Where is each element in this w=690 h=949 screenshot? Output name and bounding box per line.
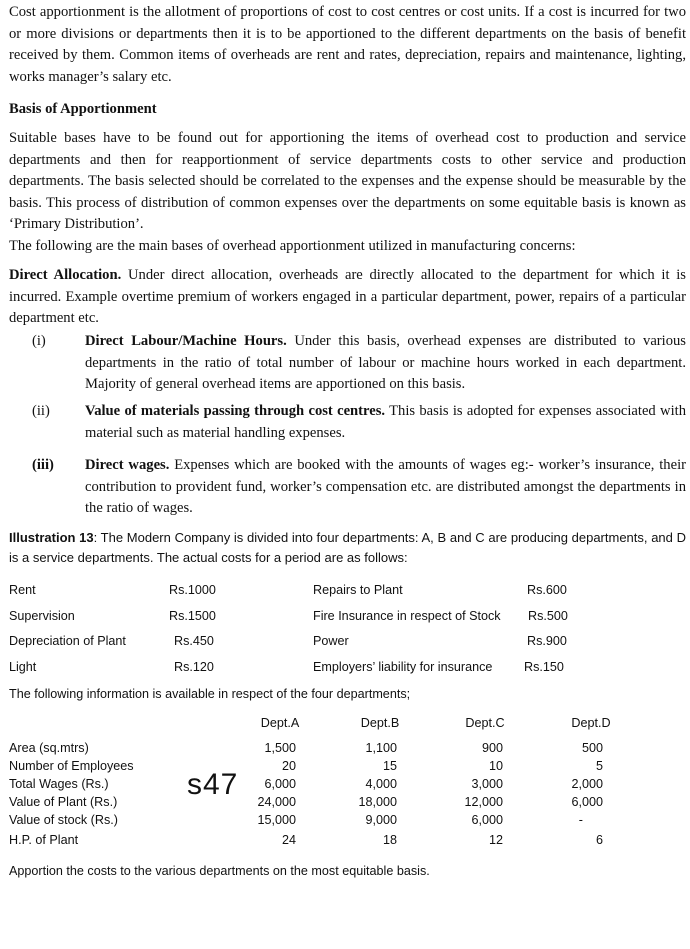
- table-cell: 4,000: [365, 777, 397, 791]
- closing-instruction: Apportion the costs to the various departments on the most equitable basis.: [9, 864, 430, 878]
- table-cell: 18: [382, 833, 397, 847]
- table-cell: 15: [382, 759, 397, 773]
- table-cell: 6,000: [264, 777, 296, 791]
- intro-paragraph: Cost apportionment is the allotment of proportions of cost to cost centres or cost units. If a cost is incurred for two or more divisions or departments then it is to be apportioned to the different departments on the basis of benefit received by them. Common items of overheads are rent and rates, depreciation, repairs and maintenance, lighting, works manager’s salary etc.: [9, 4, 686, 85]
- direct-allocation-paragraph: [9, 265, 686, 330]
- table-cell: 10: [488, 759, 503, 773]
- section-heading-text: Basis of Apportionment: [9, 101, 157, 117]
- section-heading: [9, 99, 686, 121]
- table-cell: 1,500: [264, 741, 296, 755]
- cost-value: Rs.600: [527, 583, 567, 597]
- table-cell: 900: [481, 741, 503, 755]
- list-item-body: [85, 401, 686, 444]
- table-cell: 9,000: [365, 813, 397, 827]
- list-item-text: Under this basis, overhead expenses are distributed to various departments in the ratio of total number of labour or machine hours worked in each department. Majority of general overhead items are apportioned on this basis.: [85, 333, 686, 392]
- cost-name: Repairs to Plant: [313, 583, 403, 597]
- list-item-label: Value of materials passing through cost centres.: [85, 403, 386, 419]
- list-item-body: [85, 455, 686, 520]
- cost-name: Fire Insurance in respect of Stock: [313, 609, 501, 623]
- list-item-text: This basis is adopted for expenses associated with material such as material handling expenses.: [85, 403, 686, 441]
- cost-name: Employers’ liability for insurance: [313, 660, 493, 674]
- list-item-text: Expenses which are booked with the amounts of wages eg:- worker’s insurance, their contribution to provident fund, worker’s compensation etc. are distributed amongst the departments in the ratio of wages.: [85, 457, 686, 516]
- table-cell: 5: [595, 759, 603, 773]
- table-row-label: H.P. of Plant: [9, 833, 79, 847]
- bases-paragraph: Suitable bases have to be found out for apportioning the items of overhead cost to production and service departments and then for reapportionment of service departments costs to other service and production departments. The basis selected should be correlated to the expenses and the expense should be measurable by the basis. This process of distribution of common expenses over the departments on some equitable basis is known as ‘Primary Distribution’.: [9, 130, 686, 232]
- table-cell: 6,000: [571, 795, 603, 809]
- cost-name: Depreciation of Plant: [9, 634, 126, 648]
- table-cell: 12: [488, 833, 503, 847]
- cost-value: Rs.1000: [169, 583, 216, 597]
- table-cell: 18,000: [358, 795, 397, 809]
- info-line: The following information is available in respect of the four departments;: [9, 687, 411, 701]
- table-cell: -: [578, 813, 583, 827]
- cost-name: Supervision: [9, 609, 75, 623]
- illustration-paragraph: [9, 528, 686, 568]
- table-cell: 6,000: [471, 813, 503, 827]
- table-cell: 24,000: [257, 795, 296, 809]
- direct-allocation-label: Direct Allocation.: [9, 267, 122, 283]
- cost-name: Light: [9, 660, 37, 674]
- table-header: Dept.B: [360, 716, 400, 730]
- list-item-label: Direct Labour/Machine Hours.: [85, 333, 287, 349]
- direct-allocation-text: Under direct allocation, overheads are directly allocated to the department for which it is incurred. Example overtime premium of workers engaged in a particular department, power, repairs of a particular department etc.: [9, 267, 686, 326]
- table-cell: 6: [595, 833, 603, 847]
- list-item-label: Direct wages.: [85, 457, 170, 473]
- table-row-label: Value of Plant (Rs.): [9, 795, 118, 809]
- table-row-label: Total Wages (Rs.): [9, 777, 109, 791]
- table-cell: 12,000: [464, 795, 503, 809]
- table-cell: 1,100: [365, 741, 397, 755]
- table-header: Dept.A: [260, 716, 300, 730]
- bases-intro-line: The following are the main bases of overhead apportionment utilized in manufacturing concerns:: [9, 238, 576, 254]
- illustration-label: Illustration 13: [9, 530, 94, 545]
- table-header: Dept.C: [465, 716, 505, 730]
- table-row-label: Value of stock (Rs.): [9, 813, 118, 827]
- cost-name: Rent: [9, 583, 36, 597]
- table-row-label: Area (sq.mtrs): [9, 741, 89, 755]
- table-header: Dept.D: [571, 716, 611, 730]
- cost-value: Rs.1500: [169, 609, 216, 623]
- handwritten-note: s47: [187, 768, 239, 801]
- illustration-text: : The Modern Company is divided into four departments: A, B and C are producing departments, and D is a service departments. The actual costs for a period are as follows:: [9, 530, 686, 565]
- list-item-number: (iii): [32, 457, 54, 473]
- cost-value: Rs.450: [174, 634, 214, 648]
- cost-value: Rs.900: [527, 634, 567, 648]
- cost-name: Power: [313, 634, 349, 648]
- table-cell: 20: [281, 759, 296, 773]
- table-cell: 3,000: [471, 777, 503, 791]
- list-item-number: (ii): [32, 403, 50, 419]
- cost-value: Rs.500: [528, 609, 568, 623]
- cost-value: Rs.150: [524, 660, 564, 674]
- cost-value: Rs.120: [174, 660, 214, 674]
- table-cell: 15,000: [257, 813, 296, 827]
- list-item-number: (i): [32, 333, 46, 349]
- list-item-body: [85, 331, 686, 396]
- table-cell: 2,000: [571, 777, 603, 791]
- table-cell: 500: [581, 741, 603, 755]
- table-row-label: Number of Employees: [9, 759, 134, 773]
- table-cell: 24: [281, 833, 296, 847]
